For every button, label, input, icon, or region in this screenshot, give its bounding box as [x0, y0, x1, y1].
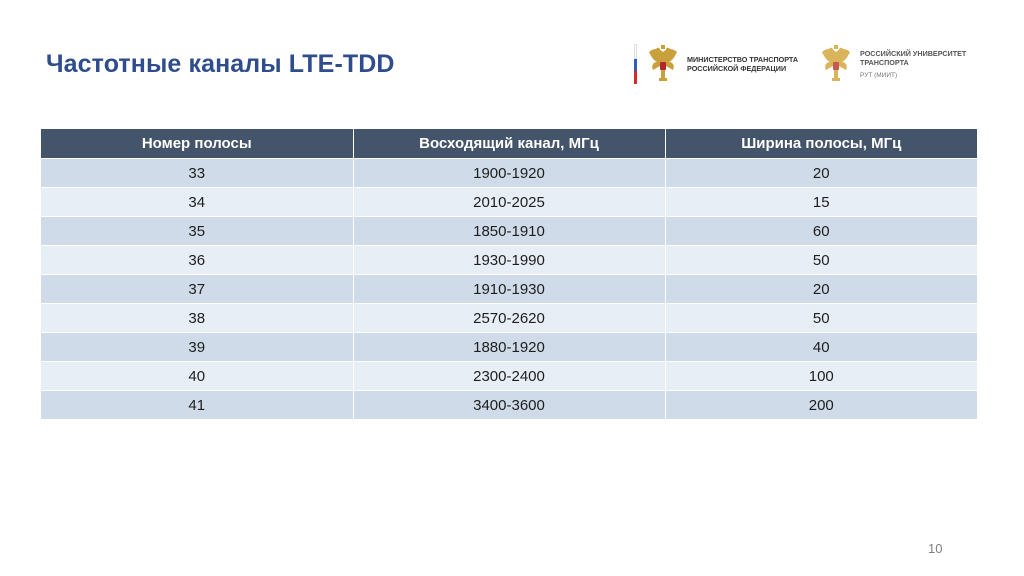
table-cell-bandwidth: 50	[665, 304, 977, 333]
slide-title: Частотные каналы LTE-TDD	[46, 50, 395, 78]
table-cell-band: 36	[41, 246, 353, 275]
table-cell-bandwidth: 40	[665, 333, 977, 362]
table-cell-band: 39	[41, 333, 353, 362]
university-abbreviation: РУТ (МИИТ)	[860, 71, 898, 79]
ministry-logo	[634, 44, 798, 84]
lte-tdd-table	[41, 129, 977, 420]
table-cell-uplink: 1910-1930	[353, 275, 665, 304]
table-cell-uplink: 1900-1920	[353, 159, 665, 188]
page-number: 10	[928, 541, 943, 556]
university-name	[860, 49, 966, 80]
table-header-row	[41, 129, 977, 159]
table-row	[41, 188, 977, 217]
table-cell-bandwidth: 20	[665, 159, 977, 188]
table-cell-uplink: 1930-1990	[353, 246, 665, 275]
table-cell-band: 34	[41, 188, 353, 217]
header-bandwidth: Ширина полосы, МГц	[665, 129, 977, 159]
header-uplink-channel: Восходящий канал, МГц	[353, 129, 665, 159]
table-cell-uplink: 1850-1910	[353, 217, 665, 246]
university-name-line1: РОССИЙСКИЙ УНИВЕРСИТЕТ	[860, 48, 967, 58]
double-headed-eagle-emblem-icon	[818, 44, 854, 84]
university-name-line2: ТРАНСПОРТА	[860, 57, 909, 67]
table-row	[41, 217, 977, 246]
table-cell-band: 37	[41, 275, 353, 304]
table-row	[41, 333, 977, 362]
ministry-name-line1: МИНИСТЕРСТВО ТРАНСПОРТА	[687, 55, 799, 64]
table-cell-band: 33	[41, 159, 353, 188]
table-row	[41, 304, 977, 333]
table-cell-uplink: 2300-2400	[353, 362, 665, 391]
table-cell-uplink: 2570-2620	[353, 304, 665, 333]
table-cell-bandwidth: 100	[665, 362, 977, 391]
table-row	[41, 159, 977, 188]
table-row	[41, 391, 977, 420]
ministry-name	[687, 55, 798, 73]
table-cell-bandwidth: 60	[665, 217, 977, 246]
ministry-name-line2: РОССИЙСКОЙ ФЕДЕРАЦИИ	[687, 64, 787, 73]
table-cell-uplink: 1880-1920	[353, 333, 665, 362]
header-band-number: Номер полосы	[41, 129, 353, 159]
frequency-table	[41, 129, 977, 420]
table-cell-bandwidth: 20	[665, 275, 977, 304]
university-logo	[818, 44, 966, 84]
russian-flag-stripe	[634, 44, 637, 84]
double-headed-eagle-emblem-icon	[645, 44, 681, 84]
table-cell-bandwidth: 200	[665, 391, 977, 420]
table-cell-band: 41	[41, 391, 353, 420]
table-cell-uplink: 2010-2025	[353, 188, 665, 217]
table-cell-uplink: 3400-3600	[353, 391, 665, 420]
table-cell-bandwidth: 15	[665, 188, 977, 217]
table-cell-band: 38	[41, 304, 353, 333]
table-cell-band: 35	[41, 217, 353, 246]
table-cell-band: 40	[41, 362, 353, 391]
table-row	[41, 362, 977, 391]
table-row	[41, 246, 977, 275]
table-cell-bandwidth: 50	[665, 246, 977, 275]
table-row	[41, 275, 977, 304]
